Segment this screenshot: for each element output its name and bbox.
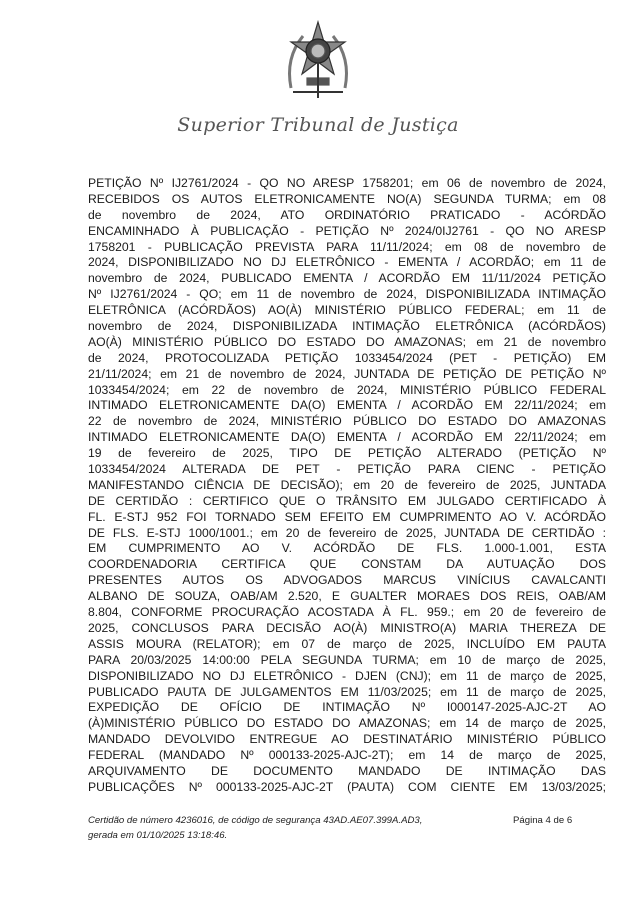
page-indicator: Página 4 de 6 (513, 815, 573, 826)
body-text-line: PETIÇÃO Nº IJ2761/2024 - QO NO ARESP 1758201; em 06 de novembro de 2024, (88, 176, 606, 190)
body-text-line: 2025, CONCLUSOS PARA DECISÃO AO(À) MINISTRO(A) MARIA THEREZA DE (88, 620, 606, 635)
body-text-line: 22 de novembro de 2024, MINISTÉRIO PÚBLICO DO ESTADO DO AMAZONAS (88, 414, 606, 429)
body-text-line: PARA 20/03/2025 14:00:00 PELA SEGUNDA TURMA; em 10 de março de 2025, (88, 652, 606, 667)
body-text-line: INTIMADO ELETRONICAMENTE DA(O) EMENTA / ACORDÃO EM 22/11/2024; em (88, 430, 606, 445)
body-text-line: AO(À) MINISTÉRIO PÚBLICO DO ESTADO DO AMAZONAS; em 21 de novembro (88, 334, 606, 349)
body-text-line: de 2024, PROTOCOLIZADA PETIÇÃO 1033454/2024 (PET - PETIÇÃO) EM (88, 350, 606, 365)
body-text-line: DE FLS. E-STJ 1000/1001.; em 20 de fevereiro de 2025, JUNTADA DE CERTIDÃO : (88, 525, 606, 540)
certificate-info (88, 813, 422, 843)
body-text-line: Nº IJ2761/2024 - QO; em 11 de novembro de 2024, DISPONIBILIZADA INTIMAÇÃO (88, 287, 606, 302)
body-text-line: 1033454/2024; em 22 de novembro de 2024, MINISTÉRIO PÚBLICO FEDERAL (88, 382, 606, 397)
body-text-line: (À)MINISTÉRIO PÚBLICO DO ESTADO DO AMAZONAS; em 14 de março de 2025, (88, 716, 606, 731)
body-text-line: MANIFESTANDO CIÊNCIA DE DECISÃO); em 20 de fevereiro de 2025, JUNTADA (88, 477, 606, 492)
body-text-line: INTIMADO ELETRONICAMENTE DA(O) EMENTA / ACORDÃO EM 22/11/2024; em (88, 398, 606, 413)
body-text-line: 2024, DISPONIBILIZADO NO DJ ELETRÔNICO - EMENTA / ACORDÃO; em 11 de (88, 255, 606, 270)
certificate-number-line: Certidão de número 4236016, de código de segurança 43AD.AE07.399A.AD3, (88, 815, 423, 826)
body-text-line: 8.804, CONFORME PROCURAÇÃO ACOSTADA À FL. 959.; em 20 de fevereiro de (88, 605, 606, 620)
body-text-line: PUBLICAÇÕES Nº 000133-2025-AJC-2T (PAUTA) COM CIENTE EM 13/03/2025; (88, 779, 606, 794)
body-text-line: novembro de 2024, DISPONIBILIZADA INTIMAÇÃO ELETRÔNICA (ACÓRDÃOS) (88, 319, 606, 334)
body-text-line: 19 de fevereiro de 2025, TIPO DE PETIÇÃO ALTERADO (PETIÇÃO Nº (88, 446, 606, 461)
body-text-line: MANDADO DEVOLVIDO ENTREGUE AO DESTINATÁRIO MINISTÉRIO PÚBLICO (88, 732, 606, 747)
body-text-line: novembro de 2024, PUBLICADO EMENTA / ACORDÃO EM 11/11/2024 PETIÇÃO (88, 271, 606, 286)
body-text-line: RECEBIDOS OS AUTOS ELETRONICAMENTE NO(A) SEGUNDA TURMA; em 08 (88, 191, 606, 206)
body-text-line: DE CERTIDÃO : CERTIFICO QUE O TRÂNSITO EM JULGADO CERTIFICADO À (88, 493, 606, 508)
body-text-line: ELETRÔNICA (ACÓRDÃOS) AO(À) MINISTÉRIO PÚBLICO FEDERAL; em 11 de (88, 303, 606, 318)
body-text-line: 1033454/2024 ALTERADA DE PET - PETIÇÃO PARA CIENC - PETIÇÃO (88, 462, 606, 477)
body-text-line: DISPONIBILIZADO NO DJ ELETRÔNICO - DJEN (CNJ); em 11 de março de 2025, (88, 668, 606, 683)
body-text-line: FL. E-STJ 952 FOI TORNADO SEM EFEITO EM CUMPRIMENTO AO V. ACÓRDÃO (88, 509, 606, 524)
body-text-line: PUBLICADO PAUTA DE JULGAMENTOS EM 11/03/2025; em 11 de março de 2025, (88, 684, 606, 699)
body-text-line: COORDENADORIA CERTIFICA QUE CONSTAM DA AUTUAÇÃO DOS (88, 557, 606, 572)
body-text-line: 21/11/2024; em 21 de novembro de 2024, JUNTADA DE PETIÇÃO DE PETIÇÃO Nº (88, 366, 606, 381)
body-text-line: EM CUMPRIMENTO AO V. ACÓRDÃO DE FLS. 1.000-1.001, ESTA (88, 541, 606, 556)
body-text-line: EXPEDIÇÃO DE OFÍCIO DE INTIMAÇÃO Nº I000147-2025-AJC-2T AO (88, 700, 606, 715)
body-text-line: ARQUIVAMENTO DE DOCUMENTO MANDADO DE INTIMAÇÃO DAS (88, 763, 606, 778)
brazil-coat-of-arms-emblem (283, 18, 353, 102)
body-text-line: ENCAMINHADO À PUBLICAÇÃO - PETIÇÃO Nº 2024/0IJ2761 - QO NO ARESP (88, 223, 606, 238)
body-text-line: 1758201 - PUBLICAÇÃO PREVISTA PARA 11/11/2024; em 08 de novembro de (88, 239, 606, 254)
body-text-line: de novembro de 2024, ATO ORDINATÓRIO PRATICADO - ACÓRDÃO (88, 207, 606, 222)
body-text-line: PRESENTES AUTOS OS ADVOGADOS MARCUS VINÍCIUS CAVALCANTI (88, 573, 606, 588)
body-text-line: FEDERAL (MANDADO Nº 000133-2025-AJC-2T); em 14 de março de 2025, (88, 748, 606, 763)
body-text-line: ASSIS MOURA (RELATOR); em 07 de março de 2025, INCLUÍDO EM PAUTA (88, 636, 606, 651)
court-name-logo: Superior Tribunal de Justiça (177, 114, 459, 136)
certificate-body-text (88, 176, 606, 796)
body-text-line: ALBANO DE SOUZA, OAB/AM 2.520, E GUALTER MORAES DOS REIS, OAB/AM (88, 589, 606, 604)
certificate-generated-line: gerada em 01/10/2025 13:18:46. (88, 830, 228, 841)
